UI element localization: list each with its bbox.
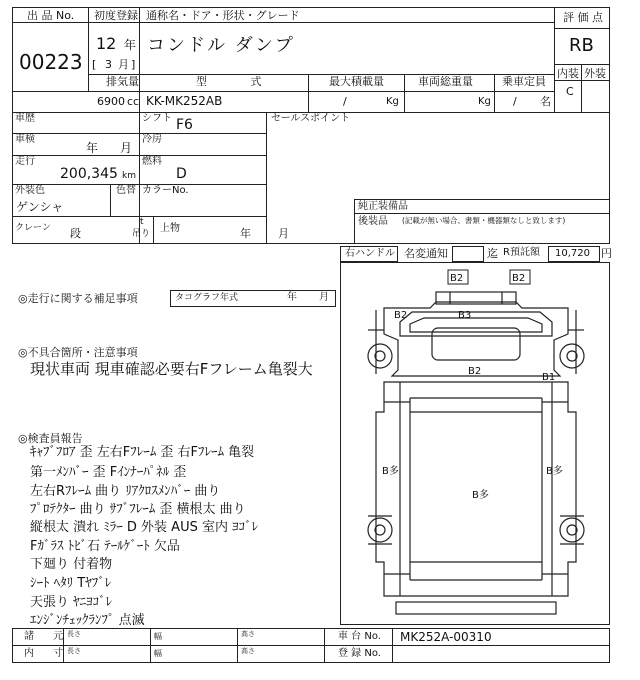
displacement-unit: cc [127,95,140,108]
color-value: ゲンシャ [16,200,64,214]
fuel-value: D [176,166,187,182]
sales-point-label: セールスポイント [271,113,351,124]
model-name-label: 通称名・ドア・形状・グレード [146,9,300,22]
inspector-report-line: 第一ﾒﾝﾊﾞｰ 歪 Fｲﾝﾅｰﾊﾟﾈﾙ 歪 [30,465,187,480]
damage-mark: B2 [450,273,464,284]
inspection-month-unit: 月 [120,141,133,155]
ac-label: 冷房 [142,134,162,145]
recycle-amount-box [548,246,600,262]
crane-label: クレーン [15,223,51,233]
color-label: 外装色 [15,185,45,196]
color-change-label: 色替 [116,185,136,196]
inspector-report-line: ｷｬﾌﾞﾌﾛｱ 歪 左右Fﾌﾚｰﾑ 歪 右Fﾌﾚｰﾑ 亀裂 [30,445,255,460]
interior-width-label: 幅 [154,649,162,658]
tachograph-month-unit: 月 [319,292,329,303]
driving-notes-label: ◎走行に関する補足事項 [18,292,138,305]
tachograph-year-unit: 年 [287,292,297,303]
inspection-year-unit: 年 [86,141,99,155]
damage-mark: B多 [546,466,563,477]
spec-length-label: 長さ [67,630,81,638]
capacity-unit: 名 [540,95,551,108]
interior-score: C [566,85,574,98]
max-load-label: 最大積載量 [329,75,384,88]
inspector-report-line: 天張り ﾔﾆﾖｺﾞﾚ [30,595,113,610]
upper-structure-label: 上物 [160,223,180,234]
shift-value: F6 [176,117,193,133]
capacity-separator: / [513,95,517,108]
damage-mark: B1 [542,372,556,383]
grade-value: RB [569,35,594,56]
until-label: 迄 [487,247,498,260]
damage-mark: B3 [458,310,472,321]
color-code-label: カラーNo. [142,185,189,196]
registration-month: 3 [105,58,112,71]
aftermarket-note: (記載が無い場合、書類・機器類なしと致します) [402,216,566,225]
right-handle-label: 右ハンドル [345,248,395,259]
defects-label: ◎不具合箇所・注意事項 [18,346,138,359]
damage-mark: B2 [468,366,482,377]
inspector-report-line: 下廻り 付着物 [30,557,113,572]
chassis-number: MK252A-00310 [400,630,492,644]
defects-text: 現状車両 現車確認必要右Fフレーム亀裂大 [30,360,313,378]
inspector-report-line: ｴﾝｼﾞﾝﾁｪｯｸﾗﾝﾌﾟ 点滅 [30,613,145,628]
inspector-report-line: Fｶﾞﾗｽ ﾄﾋﾞ石 ﾃｰﾙｹﾞｰﾄ 欠品 [30,539,180,554]
max-load-separator: / [343,95,347,108]
shift-label: シフト [142,113,172,124]
registration-number-label: 登 録 No. [338,648,381,659]
recycle-amount-unit: 円 [601,247,612,260]
recycle-deposit-label: R預託額 [503,247,540,258]
registration-year: 12 [96,34,117,53]
mileage-label: 走行 [15,156,35,167]
month-unit: 月 [118,58,129,71]
crane-lift-label: 吊り [132,229,151,239]
year-unit: 年 [124,38,137,52]
damage-mark: B2 [394,310,408,321]
capacity-label: 乗車定員 [502,75,546,88]
vehicle-damage-diagram [340,262,610,625]
damage-mark: B2 [512,273,526,284]
crane-ton-unit: t [140,217,144,227]
gross-weight-label: 車両総重量 [418,75,473,88]
inspector-report-line: 縦根太 潰れ ﾐﾗｰ D 外装 AUS 室内 ﾖｺﾞﾚ [30,520,259,535]
interior-dimensions-label: 内 寸 [24,648,72,659]
model-name: コンドル ダンプ [147,35,295,56]
model-code-label: 型 式 [196,75,282,88]
chassis-number-label: 車 台 No. [338,631,381,642]
lot-number-label: 出 品 No. [27,9,75,22]
inspector-report-line: 左右Rﾌﾚｰﾑ 曲り ﾘｱｸﾛｽﾒﾝﾊﾞｰ 曲り [30,484,221,499]
damage-mark: B多 [382,466,399,477]
lot-number: 00223 [19,50,83,74]
fuel-label: 燃料 [142,156,162,167]
recycle-amount: 10,720 [555,248,590,259]
right-handle-box [340,246,398,262]
month-bracket-open: [ [92,58,97,71]
aftermarket-label: 後装品 [358,216,388,227]
upper-year-unit: 年 [240,227,251,240]
model-code: KK-MK252AB [146,94,223,108]
exterior-label: 外装 [584,67,606,80]
grade-label: 評 価 点 [563,11,603,24]
upper-month-unit: 月 [278,227,289,240]
crane-stage-unit: 段 [70,227,81,240]
tachograph-label: タコグラフ年式 [175,293,239,303]
interior-height-label: 高さ [241,647,255,655]
gross-weight-unit: Kg [478,96,491,107]
specs-label: 諸 元 [24,631,72,642]
history-label: 車歴 [15,113,35,124]
inspection-label: 車検 [15,134,35,145]
genuine-equipment-label: 純正装備品 [358,201,408,212]
tachograph-box [170,290,336,307]
first-registration-label: 初度登録 [94,9,138,22]
displacement-label: 排気量 [106,75,139,88]
mileage-unit: km [122,171,136,181]
spec-width-label: 幅 [154,632,162,641]
interior-label: 内装 [557,67,579,80]
displacement-value: 6900 [97,95,125,108]
mileage-value: 200,345 [60,166,118,182]
name-change-label: 名変通知 [404,247,448,260]
max-load-unit: Kg [386,96,399,107]
interior-length-label: 長さ [67,647,81,655]
damage-mark: B多 [472,490,489,501]
spec-height-label: 高さ [241,630,255,638]
name-change-box [452,246,484,262]
inspector-report-line: ｼｰﾄ ﾍﾀﾘ Tﾔﾌﾞﾚ [30,576,112,591]
inspector-report-line: ﾌﾟﾛﾃｸﾀｰ 曲り ｻﾌﾞﾌﾚｰﾑ 歪 横根太 曲り [30,502,246,517]
month-bracket-close: ] [131,58,136,71]
inspector-report-label: ◎検査員報告 [18,432,83,445]
